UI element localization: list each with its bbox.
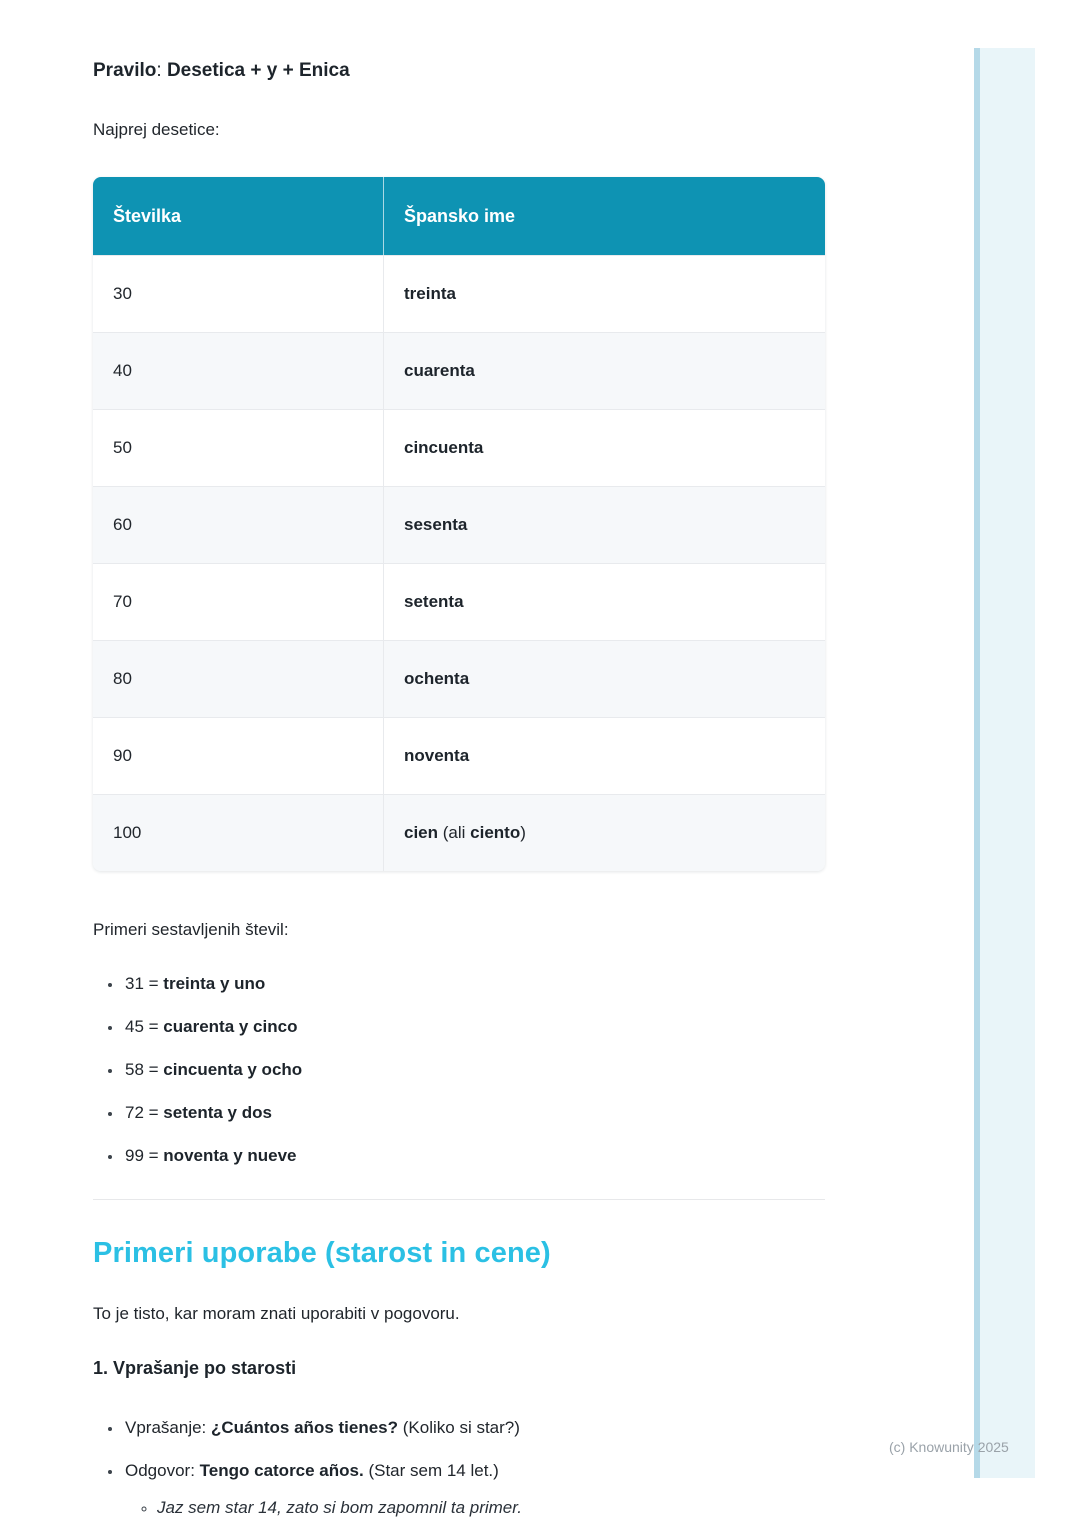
age-question-sub-heading: 1. Vprašanje po starosti — [93, 1358, 297, 1378]
note-item: ◦ Jaz sem star 14, zato si bom zapomnil ta primer. — [157, 1495, 825, 1521]
list-item: • 72 = setenta y dos — [123, 1100, 825, 1126]
spanish-name-cell: setenta — [383, 563, 825, 640]
table-row — [93, 255, 825, 332]
spanish-name-cell: treinta — [383, 255, 825, 332]
compound-examples-list — [93, 971, 825, 1169]
spanish-name-cell: ochenta — [383, 640, 825, 717]
name-regular-part: (ali — [438, 823, 471, 842]
numbers-table-container — [93, 177, 825, 871]
list-item: • 31 = treinta y uno — [123, 971, 825, 997]
rule-label: Pravilo — [93, 60, 157, 81]
number-cell: 50 — [93, 409, 383, 486]
number-cell: 80 — [93, 640, 383, 717]
notes-page-content — [93, 0, 825, 1538]
usage-section-heading: Primeri uporabe (starost in cene) — [93, 1237, 551, 1269]
table-row — [93, 409, 825, 486]
number-cell: 60 — [93, 486, 383, 563]
numbers-table — [93, 177, 825, 871]
spanish-name-cell: sesenta — [383, 486, 825, 563]
table-row — [93, 640, 825, 717]
number-cell: 100 — [93, 794, 383, 871]
page-edge-highlight-bar — [974, 48, 1035, 1478]
table-row — [93, 794, 825, 871]
spanish-name-cell: noventa — [383, 717, 825, 794]
list-item: • 58 = cincuenta y ocho — [123, 1057, 825, 1083]
list-item: • Vprašanje: ¿Cuántos años tienes? (Koliko si star?) — [123, 1415, 825, 1441]
intro-lead: Najprej desetice: — [93, 120, 220, 139]
name-regular-part: ) — [520, 823, 526, 842]
table-row — [93, 717, 825, 794]
number-cell: 40 — [93, 332, 383, 409]
list-item: • 45 = cuarenta y cinco — [123, 1014, 825, 1040]
number-cell: 30 — [93, 255, 383, 332]
table-row — [93, 332, 825, 409]
note-sublist — [125, 1495, 825, 1521]
rule-text: Desetica + y + Enica — [166, 60, 350, 81]
rule-heading — [93, 59, 825, 82]
spanish-name-cell: cien (ali ciento) — [383, 794, 825, 871]
usage-lead: To je tisto, kar moram znati uporabiti v pogovoru. — [93, 1304, 460, 1323]
watermark: (c) Knowunity 2025 — [889, 1439, 1009, 1455]
spanish-name-cell: cuarenta — [383, 332, 825, 409]
compound-examples-lead: Primeri sestavljenih števil: — [93, 920, 289, 939]
section-divider — [93, 1199, 825, 1200]
spanish-name-cell: cincuenta — [383, 409, 825, 486]
number-cell: 90 — [93, 717, 383, 794]
rule-separator: : — [156, 60, 167, 81]
table-header-spanish-name: Špansko ime — [383, 177, 825, 255]
table-row — [93, 563, 825, 640]
table-row — [93, 486, 825, 563]
number-cell: 70 — [93, 563, 383, 640]
list-item: • Odgovor: Tengo catorce años. (Star sem 14 let.) ◦ Jaz sem star 14, zato si bom zapomnil ta primer. — [123, 1458, 825, 1521]
list-item: • 99 = noventa y nueve — [123, 1143, 825, 1169]
usage-list — [93, 1415, 825, 1521]
table-header-number: Številka — [93, 177, 383, 255]
table-header-row — [93, 177, 825, 255]
